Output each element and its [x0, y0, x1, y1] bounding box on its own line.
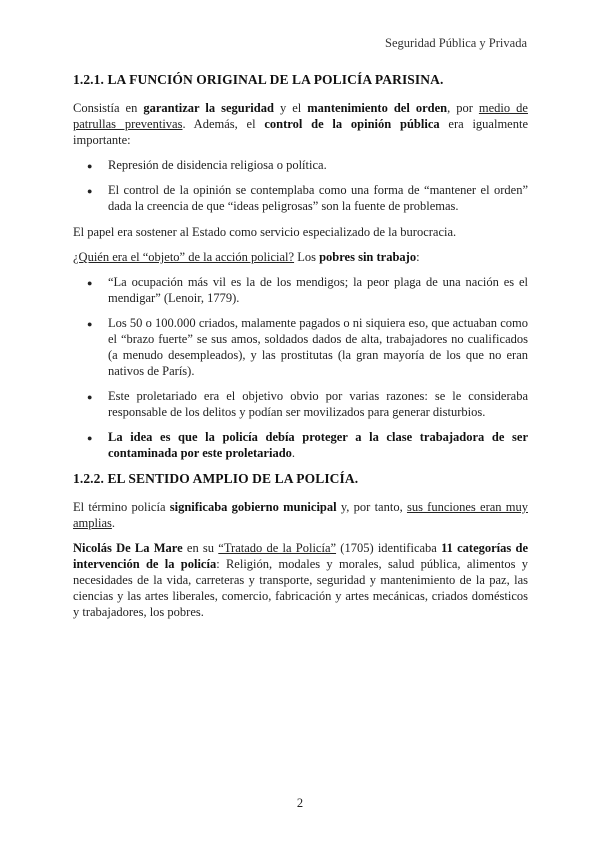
list-item: ● Los 50 o 100.000 criados, malamente pagados o ni siquiera eso, que actuaban como el “brazo fuerte” se sus amos, soldados dados de alta, trabajadores no cualificados (a menudo desempleados), y las prostitutas (la gran mayoría de los que no eran nativos de París). [73, 315, 528, 379]
paragraph-delamare: Nicolás De La Mare en su “Tratado de la Policía” (1705) identificaba 11 categorías de intervención de la policía: Religión, modales y morales, salud pública, alimentos y necesidades de la vida, carreteras y transporte, seguridad y mantenimiento de la paz, las ciencias y las artes liberales, comercio, fabricación y artes mecánicas, criados domésticos y trabajadores, los pobres. [73, 541, 528, 619]
bullet-list-1 [73, 157, 528, 214]
list-item: ● Este proletariado era el objetivo obvio por varias razones: se le consideraba responsable de los delitos y podían ser movilizados para generar disturbios. [73, 388, 528, 420]
section-heading-2: 1.2.2. EL SENTIDO AMPLIO DE LA POLICÍA. [73, 471, 359, 486]
page-number: 2 [296, 796, 304, 810]
running-header: Seguridad Pública y Privada [385, 36, 527, 50]
paragraph-municipal: El término policía significaba gobierno municipal y, por tanto, sus funciones eran muy amplias. [73, 500, 528, 530]
page-body [73, 72, 528, 629]
section-heading-1: 1.2.1. LA FUNCIÓN ORIGINAL DE LA POLICÍA PARISINA. [73, 72, 444, 87]
paragraph-intro: Consistía en garantizar la seguridad y el mantenimiento del orden, por medio de patrullas preventivas. Además, el control de la opinión pública era igualmente importante: [73, 101, 528, 147]
bullet-list-2 [73, 274, 528, 461]
paragraph-question: ¿Quién era el “objeto” de la acción policial? Los pobres sin trabajo: [73, 250, 420, 264]
list-item-bold: ● La idea es que la policía debía proteger a la clase trabajadora de ser contaminada por este proletariado. [73, 429, 528, 461]
list-item: ● Represión de disidencia religiosa o política. [73, 157, 528, 173]
list-item: ● “La ocupación más vil es la de los mendigos; la peor plaga de una nación es el mendigar” (Lenoir, 1779). [73, 274, 528, 306]
paragraph-role: El papel era sostener al Estado como servicio especializado de la burocracia. [73, 225, 457, 239]
list-item: ● El control de la opinión se contemplaba como una forma de “mantener el orden” dada la creencia de que “ideas peligrosas” son la fuente de problemas. [73, 182, 528, 214]
